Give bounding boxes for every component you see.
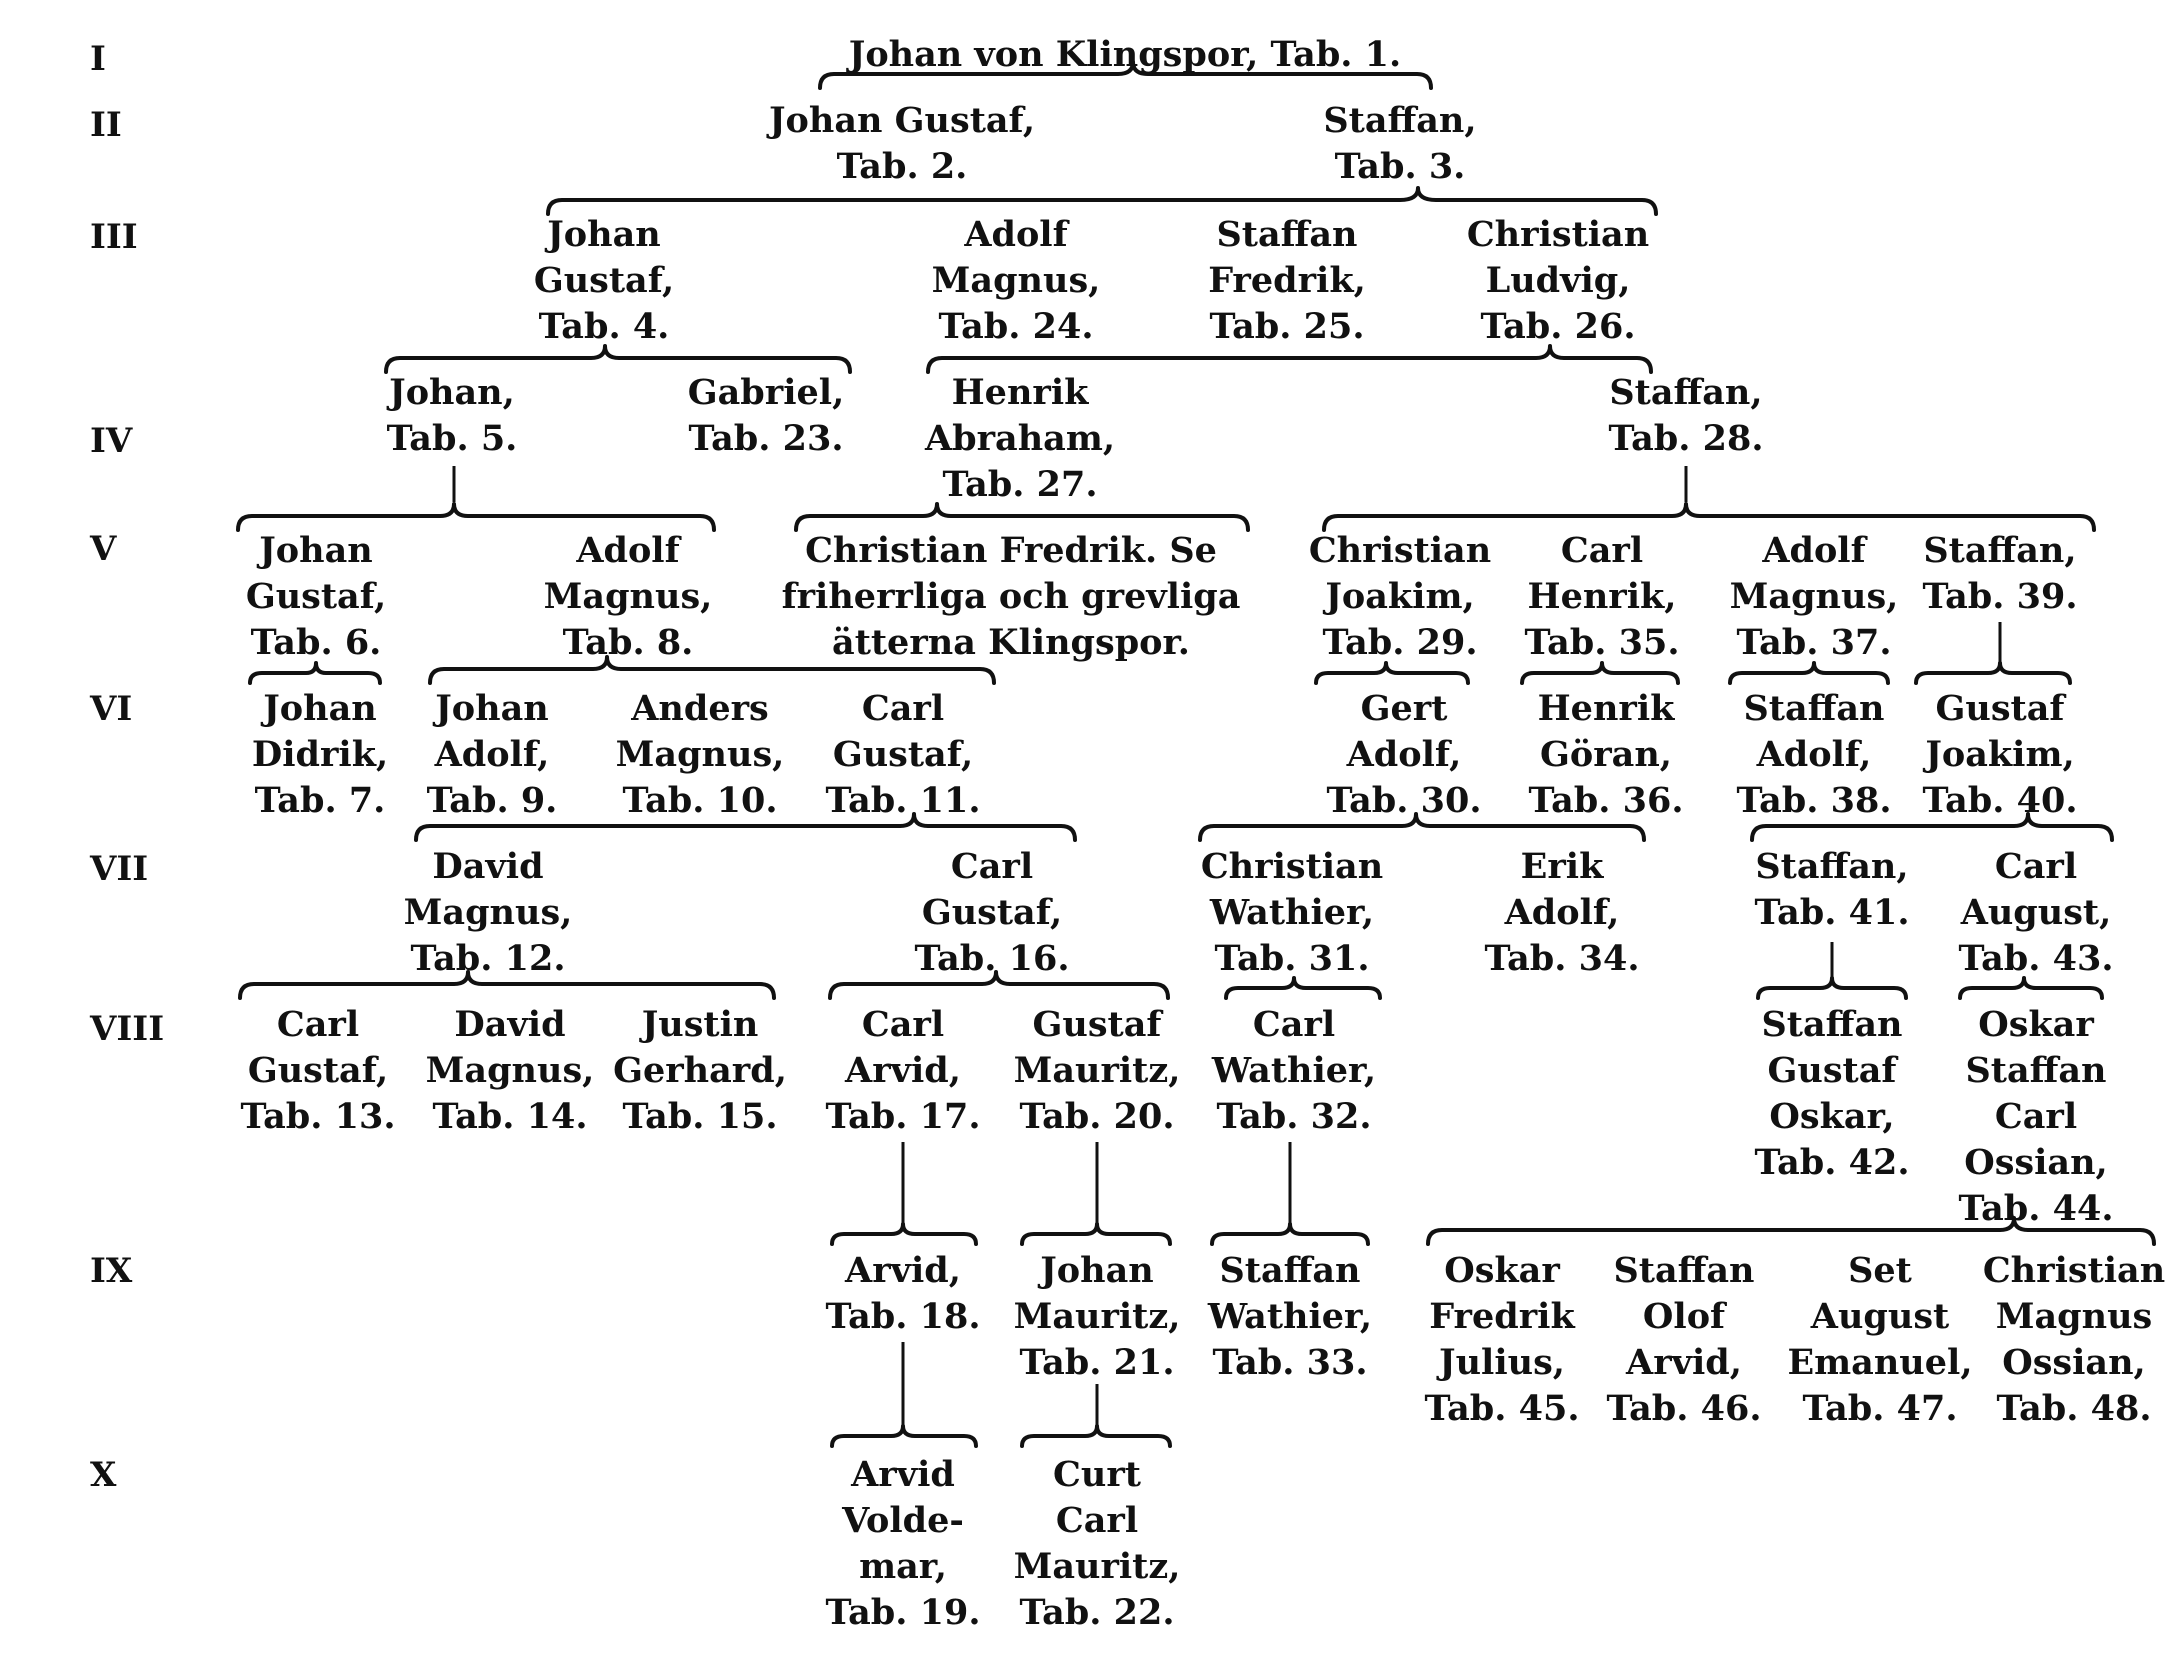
name-line: Curt	[1053, 1454, 1141, 1495]
brace-gen-iv-left	[386, 346, 850, 372]
name-line: Gabriel,	[687, 372, 845, 413]
name-line: Johan	[259, 530, 373, 571]
node-tab19	[825, 1454, 980, 1633]
brace-tab38	[1730, 663, 1888, 683]
name-line: Tab. 38.	[1736, 780, 1892, 821]
name-line: August,	[1960, 892, 2112, 933]
name-line: Wathier,	[1207, 1296, 1373, 1337]
name-line: Tab. 42.	[1754, 1142, 1910, 1183]
name-line: Magnus,	[403, 892, 573, 933]
name-line: Tab. 16.	[914, 938, 1070, 979]
name-line: Adolf,	[1346, 734, 1462, 775]
note-christian-fredrik	[782, 530, 1241, 663]
name-line: Adolf,	[434, 734, 550, 775]
node-tab2	[766, 100, 1035, 187]
name-line: Gerhard,	[613, 1050, 787, 1091]
name-line: ätterna Klingspor.	[832, 622, 1190, 663]
node-tab4	[534, 214, 674, 347]
node-tab5	[386, 372, 517, 459]
name-line: Tab. 3.	[1334, 146, 1466, 187]
name-line: Oskar,	[1769, 1096, 1895, 1137]
generation-label-x: X	[90, 1455, 117, 1495]
name-line: Fredrik	[1429, 1296, 1575, 1337]
name-line: Tab. 11.	[825, 780, 981, 821]
name-line: Magnus,	[615, 734, 785, 775]
name-line: Adolf	[576, 530, 680, 571]
brace-gen-iv-right	[928, 346, 1651, 372]
node-tab43	[1958, 846, 2113, 979]
name-line: Tab. 32.	[1216, 1096, 1372, 1137]
node-tab35	[1524, 530, 1679, 663]
node-tab24	[932, 214, 1101, 347]
generation-label-ix: IX	[90, 1251, 133, 1291]
name-line: Magnus,	[931, 260, 1101, 301]
name-line: Carl	[950, 846, 1034, 887]
name-line: Arvid,	[1626, 1342, 1742, 1383]
name-line: Staffan	[1219, 1250, 1361, 1291]
name-line: Tab. 21.	[1019, 1342, 1175, 1383]
name-line: Gustaf,	[533, 260, 675, 301]
name-line: Tab. 44.	[1958, 1188, 2114, 1229]
brace-tab36	[1522, 663, 1678, 683]
brace-tab33	[1212, 1224, 1368, 1244]
name-line: Staffan,	[1323, 100, 1477, 141]
name-line: Carl	[1252, 1004, 1336, 1045]
node-tab18	[825, 1250, 980, 1337]
name-line: Johan von Klingspor, Tab. 1.	[848, 34, 1402, 75]
name-line: Johan	[547, 214, 661, 255]
node-tab38	[1736, 688, 1891, 821]
name-line: Oskar	[1444, 1250, 1560, 1291]
name-line: Carl	[1994, 1096, 2078, 1137]
name-line: Tab. 18.	[825, 1296, 981, 1337]
node-tab8	[544, 530, 713, 663]
node-tab15	[613, 1004, 787, 1137]
name-line: Carl	[1055, 1500, 1139, 1541]
name-line: Tab. 37.	[1736, 622, 1892, 663]
name-line: August	[1810, 1296, 1950, 1337]
node-tab36	[1528, 688, 1683, 821]
name-line: Carl	[861, 688, 945, 729]
node-tab14	[426, 1004, 595, 1137]
name-line: Tab. 12.	[410, 938, 566, 979]
node-tab27	[924, 372, 1115, 505]
node-tab28	[1608, 372, 1763, 459]
name-line: Göran,	[1540, 734, 1672, 775]
name-line: Wathier,	[1211, 1050, 1377, 1091]
name-line: Tab. 29.	[1322, 622, 1478, 663]
name-line: Tab. 4.	[538, 306, 670, 347]
node-tab30	[1326, 688, 1481, 821]
name-line: Gustaf,	[247, 1050, 389, 1091]
name-line: Tab. 36.	[1528, 780, 1684, 821]
name-line: Tab. 43.	[1958, 938, 2114, 979]
name-line: Magnus,	[1729, 576, 1899, 617]
name-line: Tab. 24.	[938, 306, 1094, 347]
node-tab20	[1014, 1004, 1181, 1137]
name-line: Staffan	[1761, 1004, 1903, 1045]
name-line: Adolf	[964, 214, 1068, 255]
name-line: Fredrik,	[1208, 260, 1366, 301]
name-line: Mauritz,	[1013, 1050, 1181, 1091]
name-line: Tab. 19.	[825, 1592, 981, 1633]
name-line: Ossian,	[1964, 1142, 2108, 1183]
name-line: mar,	[859, 1546, 947, 1587]
node-tab48	[1983, 1250, 2165, 1429]
name-line: Tab. 41.	[1754, 892, 1910, 933]
name-line: Staffan	[1613, 1250, 1755, 1291]
name-line: Johan	[263, 688, 377, 729]
node-tab41	[1754, 846, 1909, 933]
brace-tab7	[250, 663, 380, 683]
name-line: Gustaf,	[832, 734, 974, 775]
name-line: Anders	[631, 688, 769, 729]
name-line: Tab. 30.	[1326, 780, 1482, 821]
node-tab40	[1922, 688, 2077, 821]
name-line: Johan Gustaf,	[768, 100, 1036, 141]
node-tab26	[1467, 214, 1649, 347]
node-tab6	[246, 530, 386, 663]
name-line: David	[454, 1004, 566, 1045]
node-tab10	[616, 688, 785, 821]
brace-gen-v-from-tab27	[796, 504, 1248, 530]
node-tab9	[427, 688, 558, 821]
name-line: Tab. 39.	[1922, 576, 2078, 617]
node-tab33	[1207, 1250, 1372, 1383]
node-tab21	[1014, 1250, 1181, 1383]
name-line: Johan	[435, 688, 549, 729]
name-line: Gustaf,	[245, 576, 387, 617]
name-line: Tab. 47.	[1802, 1388, 1958, 1429]
name-line: Carl	[276, 1004, 360, 1045]
node-tab42	[1754, 1004, 1909, 1183]
name-line: Justin	[641, 1004, 759, 1045]
name-line: Didrik,	[251, 734, 389, 775]
name-line: Tab. 2.	[836, 146, 968, 187]
name-line: Olof	[1642, 1296, 1726, 1337]
node-tab17	[825, 1004, 980, 1137]
brace-tab40	[1916, 663, 2070, 683]
name-line: Tab. 25.	[1209, 306, 1365, 347]
name-line: Set	[1848, 1250, 1912, 1291]
name-line: Johan,	[389, 372, 515, 413]
name-line: Joakim,	[1925, 734, 2075, 775]
name-line: Julius,	[1439, 1342, 1565, 1383]
name-line: Gustaf	[1032, 1004, 1162, 1045]
name-line: Joakim,	[1325, 576, 1475, 617]
name-line: Christian	[1466, 214, 1650, 255]
generation-label-v: V	[90, 529, 117, 569]
name-line: Tab. 17.	[825, 1096, 981, 1137]
name-line: Tab. 27.	[942, 464, 1098, 505]
node-tab46	[1606, 1250, 1761, 1429]
brace-tab44	[1960, 978, 2102, 998]
name-line: Staffan,	[1923, 530, 2077, 571]
name-line: Staffan	[1216, 214, 1358, 255]
node-tab3	[1323, 100, 1476, 187]
node-tab39	[1922, 530, 2077, 617]
name-line: Christian Fredrik. Se	[805, 530, 1217, 571]
brace-tab30	[1316, 663, 1468, 683]
node-tab29	[1309, 530, 1491, 663]
node-tab32	[1211, 1004, 1376, 1137]
name-line: Erik	[1520, 846, 1604, 887]
generation-label-viii: VIII	[90, 1009, 165, 1049]
name-line: Staffan	[1743, 688, 1885, 729]
node-tab31	[1201, 846, 1383, 979]
name-line: Tab. 5.	[386, 418, 518, 459]
brace-tab22	[1022, 1426, 1170, 1446]
node-tab12	[404, 846, 573, 979]
name-line: Volde-	[842, 1500, 964, 1541]
name-line: Tab. 40.	[1922, 780, 2078, 821]
brace-tab42	[1758, 978, 1906, 998]
generation-label-iv: IV	[90, 421, 133, 461]
name-line: Tab. 7.	[254, 780, 386, 821]
name-line: Tab. 31.	[1214, 938, 1370, 979]
name-line: Tab. 45.	[1424, 1388, 1580, 1429]
name-line: Tab. 46.	[1606, 1388, 1762, 1429]
brace-tab21	[1022, 1224, 1170, 1244]
name-line: Magnus,	[425, 1050, 595, 1091]
name-line: Ossian,	[2002, 1342, 2146, 1383]
name-line: Tab. 34.	[1484, 938, 1640, 979]
node-tab22	[1014, 1454, 1181, 1633]
name-line: Tab. 6.	[250, 622, 382, 663]
node-tab11	[825, 688, 980, 821]
name-line: Christian	[1308, 530, 1492, 571]
node-tab34	[1484, 846, 1639, 979]
brace-gen-v-from-tab28	[1324, 504, 2094, 530]
name-line: Staffan,	[1755, 846, 1909, 887]
name-line: Carl	[1560, 530, 1644, 571]
name-line: Tab. 23.	[688, 418, 844, 459]
generation-label-iii: III	[90, 217, 138, 257]
name-line: Abraham,	[924, 418, 1116, 459]
name-line: Henrik,	[1527, 576, 1677, 617]
name-line: Christian	[1200, 846, 1384, 887]
name-line: Tab. 8.	[562, 622, 694, 663]
generation-label-ii: II	[90, 105, 122, 145]
name-line: Mauritz,	[1013, 1296, 1181, 1337]
node-tab25	[1208, 214, 1366, 347]
generation-label-vii: VII	[90, 849, 149, 889]
name-line: Tab. 28.	[1608, 418, 1764, 459]
name-line: David	[432, 846, 544, 887]
name-line: Tab. 15.	[622, 1096, 778, 1137]
node-tab44	[1958, 1004, 2113, 1229]
name-line: Tab. 22.	[1019, 1592, 1175, 1633]
name-line: Tab. 20.	[1019, 1096, 1175, 1137]
name-line: Magnus,	[543, 576, 713, 617]
node-tab13	[240, 1004, 395, 1137]
name-line: Tab. 26.	[1480, 306, 1636, 347]
name-line: Tab. 35.	[1524, 622, 1680, 663]
name-line: Oskar	[1978, 1004, 2094, 1045]
brace-gen-v-from-tab5	[238, 504, 714, 530]
name-line: Tab. 9.	[426, 780, 558, 821]
name-line: Arvid,	[845, 1250, 961, 1291]
name-line: Gustaf	[1767, 1050, 1897, 1091]
name-line: Carl	[861, 1004, 945, 1045]
generation-label-vi: VI	[90, 689, 133, 729]
brace-tab32	[1226, 978, 1380, 998]
brace-gen-iii	[548, 188, 1656, 214]
name-line: Gustaf,	[921, 892, 1063, 933]
brace-tab18	[832, 1224, 976, 1244]
name-line: Wathier,	[1209, 892, 1375, 933]
name-line: Gert	[1360, 688, 1448, 729]
name-line: Adolf,	[1756, 734, 1872, 775]
node-tab45	[1424, 1250, 1579, 1429]
name-line: Adolf,	[1504, 892, 1620, 933]
name-line: Tab. 10.	[622, 780, 778, 821]
name-line: Arvid,	[845, 1050, 961, 1091]
name-line: Henrik	[1537, 688, 1675, 729]
node-tab16	[914, 846, 1069, 979]
generation-label-i: I	[90, 39, 106, 79]
name-line: Tab. 33.	[1212, 1342, 1368, 1383]
node-tab37	[1730, 530, 1899, 663]
name-line: Emanuel,	[1787, 1342, 1973, 1383]
node-tab23	[688, 372, 845, 459]
name-line: Arvid	[851, 1454, 955, 1495]
name-line: Adolf	[1762, 530, 1866, 571]
name-line: friherrliga och grevliga	[781, 576, 1241, 617]
brace-tab19	[832, 1426, 976, 1446]
name-line: Magnus	[1995, 1296, 2153, 1337]
name-line: Christian	[1982, 1250, 2166, 1291]
name-line: Mauritz,	[1013, 1546, 1181, 1587]
name-line: Staffan	[1965, 1050, 2107, 1091]
node-tab7	[252, 688, 388, 821]
name-line: Johan	[1040, 1250, 1154, 1291]
name-line: Tab. 13.	[240, 1096, 396, 1137]
name-line: Henrik	[951, 372, 1089, 413]
name-line: Carl	[1994, 846, 2078, 887]
node-tab47	[1787, 1250, 1972, 1429]
name-line: Tab. 14.	[432, 1096, 588, 1137]
name-line: Gustaf	[1935, 688, 2065, 729]
name-line: Staffan,	[1609, 372, 1763, 413]
root-node-tab1	[846, 34, 1401, 75]
name-line: Tab. 48.	[1996, 1388, 2152, 1429]
name-line: Ludvig,	[1485, 260, 1631, 301]
